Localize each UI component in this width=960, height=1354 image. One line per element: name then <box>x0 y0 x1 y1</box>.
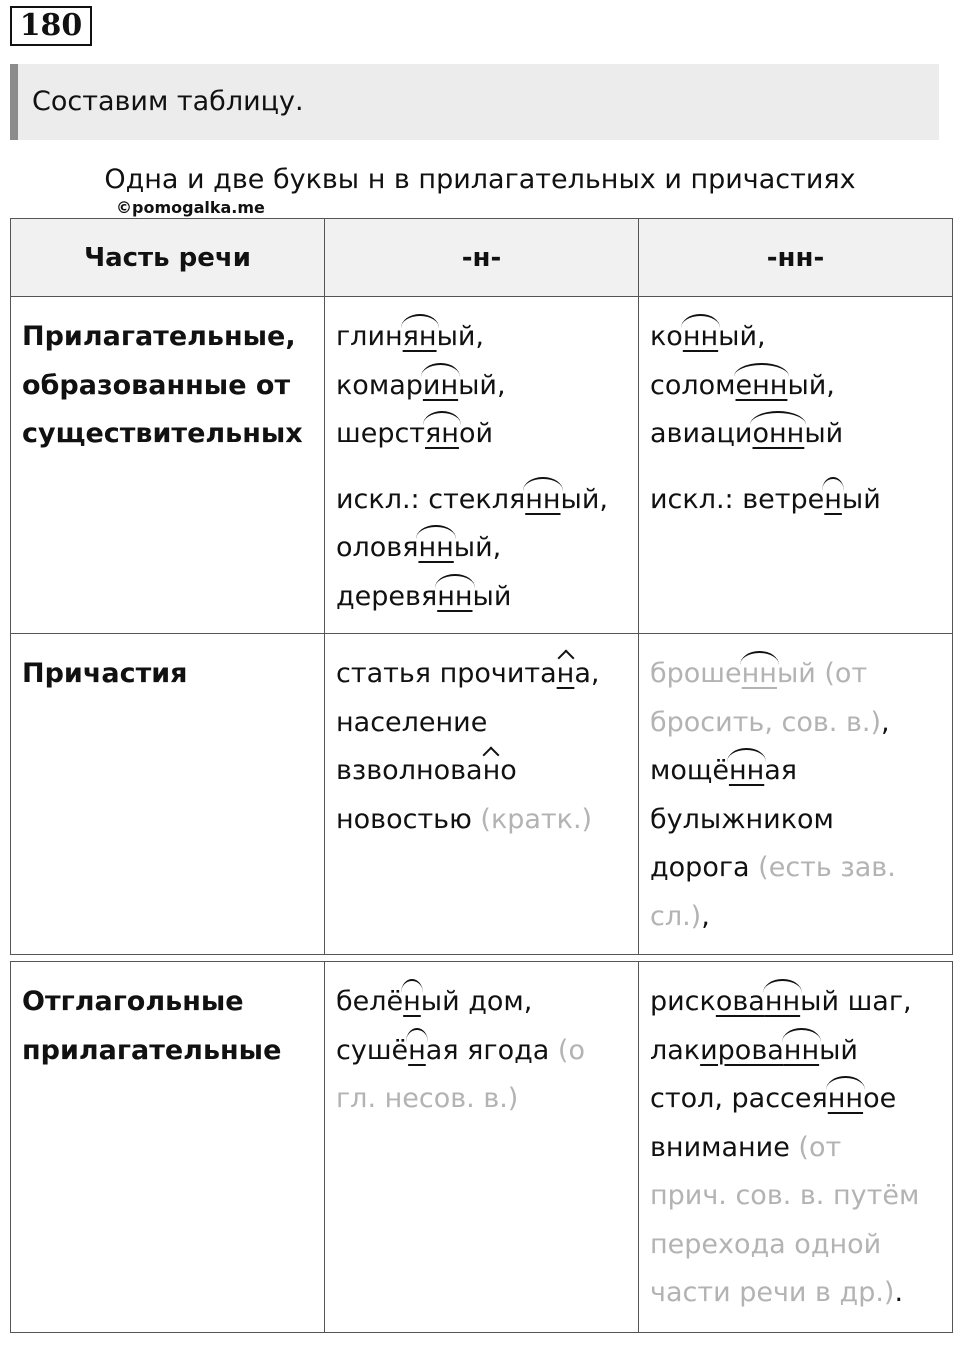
exception-word: оловянный, <box>336 524 628 573</box>
note-text: (есть зав. <box>758 852 896 883</box>
exception-word: искл.: ветреный <box>650 476 942 525</box>
exception-word: искл.: стеклянный, <box>336 476 628 525</box>
suffix-mark: н <box>557 650 575 699</box>
suffix-mark: онн <box>752 410 804 459</box>
verb-suffix-mark: ова <box>715 986 765 1017</box>
category-line: образованные от <box>22 369 291 401</box>
suffix-mark: нн <box>765 978 800 1027</box>
suffix-mark: ян <box>425 410 459 459</box>
watermark: ©pomogalka.me <box>116 198 265 217</box>
suffix-mark: нн <box>437 573 472 622</box>
suffix-mark: енн <box>736 362 788 411</box>
suffix-mark: нн <box>683 313 718 362</box>
category-cell <box>11 634 325 955</box>
note-text: прич. сов. в. путём <box>650 1180 920 1211</box>
suffix-mark: нн <box>525 476 560 525</box>
suffix-mark: нн <box>742 650 777 699</box>
note-text: (кратк.) <box>480 803 593 835</box>
note-text: (от <box>798 1131 842 1163</box>
table-title: Одна и две буквы н в прилагательных и причастиях <box>104 164 856 195</box>
category-line: Прилагательные, <box>22 321 296 352</box>
table-row-participles <box>11 634 953 955</box>
suffix-mark: нн <box>418 524 453 573</box>
header-single-n: -н- <box>325 219 639 297</box>
suffix-mark: н <box>483 747 501 796</box>
header-part-of-speech: Часть речи <box>11 219 325 297</box>
double-n-examples <box>639 634 953 955</box>
category-line: существительных <box>22 418 303 449</box>
example-line: статья прочитана, <box>336 650 628 699</box>
example-line: сл.), <box>650 900 710 932</box>
example-line: население <box>336 706 488 738</box>
suffix-mark: ян <box>403 313 437 362</box>
example-line: новостью (кратк.) <box>336 803 593 835</box>
example-line: мощённая <box>650 747 942 796</box>
suffix-mark: н <box>403 978 421 1027</box>
suffix-mark: нн <box>828 1075 863 1124</box>
category-line: прилагательные <box>22 1034 282 1066</box>
example-line: рискованный шаг, <box>650 978 942 1027</box>
example-line: булыжником <box>650 803 834 835</box>
example-word: соломенный, <box>650 362 942 411</box>
example-line: сушёная ягода (о <box>336 1027 628 1076</box>
example-word: шерстяной <box>336 410 628 459</box>
example-line: белёный дом, <box>336 978 628 1027</box>
example-word: глиняный, <box>336 313 628 362</box>
example-line: дорога (есть зав. <box>650 852 896 883</box>
example-line: взволновано <box>336 747 628 796</box>
double-n-examples <box>639 297 953 634</box>
category-cell <box>11 297 325 634</box>
suffix-mark: нн <box>729 747 764 796</box>
example-word: авиационный <box>650 410 942 459</box>
suffix-mark: нн <box>784 1027 819 1076</box>
rules-table-top <box>10 218 953 955</box>
single-n-examples <box>325 962 639 1333</box>
suffix-mark: н <box>408 1027 426 1076</box>
single-n-examples <box>325 634 639 955</box>
table-header-row <box>11 219 953 297</box>
header-double-n: -нн- <box>639 219 953 297</box>
single-n-examples <box>325 297 639 634</box>
example-line: внимание (от <box>650 1131 842 1163</box>
example-line: части речи в др.). <box>650 1277 904 1308</box>
table-row-verbal-adjectives <box>11 962 953 1333</box>
verb-suffix-mark: ирова <box>700 1034 784 1066</box>
example-word: комариный, <box>336 362 628 411</box>
double-n-examples <box>639 962 953 1333</box>
note-text: (о <box>557 1034 585 1066</box>
category-line: Причастия <box>22 658 188 689</box>
task-number: 180 <box>10 6 92 46</box>
example-line: бросить, сов. в.), <box>650 706 890 738</box>
rules-table-bottom <box>10 961 953 1333</box>
category-cell <box>11 962 325 1333</box>
example-line: лакированный <box>650 1027 942 1076</box>
example-line: брошенный (от <box>650 650 942 699</box>
note-text: перехода одной <box>650 1228 882 1260</box>
category-line: Отглагольные <box>22 986 244 1017</box>
suffix-mark: ин <box>423 362 458 411</box>
exception-word: деревянный <box>336 573 628 622</box>
example-word: конный, <box>650 313 942 362</box>
example-line: стол, рассеянное <box>650 1075 942 1124</box>
intro-banner: Составим таблицу. <box>10 64 939 140</box>
table-row-adjectives <box>11 297 953 634</box>
suffix-mark: н <box>824 476 842 525</box>
note-text: гл. несов. в.) <box>336 1083 519 1114</box>
